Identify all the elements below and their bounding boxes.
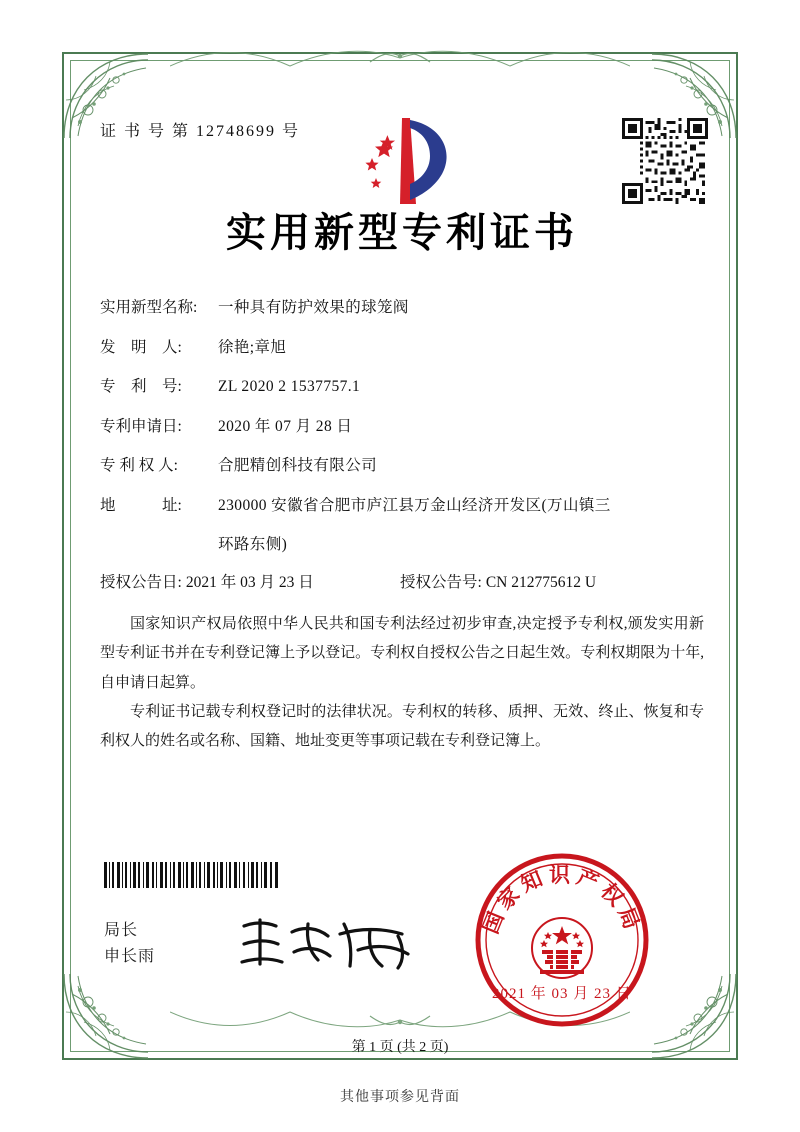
field-row-inventor (100, 340, 704, 356)
field-value: 合肥精创科技有限公司 (218, 457, 378, 474)
address-line-2: 环路东侧) (218, 536, 288, 553)
footnote: 其他事项参见背面 (340, 1090, 460, 1105)
field-value: 徐艳;章旭 (218, 338, 287, 356)
svg-text:国家知识产权局: 国家知识产权局 (478, 863, 646, 938)
field-row-application-date (100, 419, 704, 435)
grant-number-label: 授权公告号: (400, 573, 482, 591)
field-label: 地 址: (100, 496, 182, 514)
barcode (104, 862, 280, 888)
field-row-patentee (100, 458, 704, 474)
page-title: 实用新型专利证书 (226, 210, 578, 256)
field-row-grant-announcement (100, 575, 704, 591)
field-label: 实用新型名称: (100, 299, 198, 316)
field-value: 230000 安徽省合肥市庐江县万金山经济开发区(万山镇三 (218, 496, 611, 514)
field-row-utility-model-name (100, 300, 704, 316)
field-label: 专 利 权 人: (100, 457, 178, 474)
handwritten-signature (232, 906, 432, 986)
legal-paragraph-1: 国家知识产权局依照中华人民共和国专利法经过初步审查,决定授予专利权,颁发实用新型专利证书并在专利登记簿上予以登记。专利权自授权公告之日起生效。专利权期限为十年,自申请日起算。 (100, 616, 704, 691)
grant-date-label: 授权公告日: (100, 573, 182, 591)
official-seal (472, 850, 652, 1030)
grant-number-group (400, 575, 704, 591)
certificate-content (100, 100, 704, 756)
legal-paragraph-2: 专利证书记载专利权登记时的法律状况。专利权的转移、质押、无效、终止、恢复和专利权人的姓名或名称、国籍、地址变更等事项记载在专利登记簿上。 (100, 703, 704, 749)
certificate-number: 证 书 号 第 12748699 号 (100, 123, 301, 140)
field-label: 专利申请日: (100, 417, 182, 435)
field-row-address (100, 498, 704, 514)
field-value: ZL 2020 2 1537757.1 (218, 378, 361, 395)
grant-date-group (100, 575, 400, 591)
commissioner-title-label: 局长 (104, 922, 139, 939)
field-value: 一种具有防护效果的球笼阀 (218, 299, 409, 316)
grant-date-value: 2021 年 03 月 23 日 (185, 573, 314, 591)
commissioner-name: 申长雨 (104, 948, 156, 966)
grant-number-value: CN 212775612 U (485, 573, 597, 591)
field-label: 发 明 人: (100, 338, 182, 356)
seal-date: 2021 年 03 月 23 日 (492, 986, 632, 1002)
field-list (100, 300, 704, 590)
field-label: 专 利 号: (100, 378, 182, 395)
field-row-patent-number (100, 379, 704, 395)
page-indicator: 第 1 页 (共 2 页) (351, 1040, 449, 1055)
legal-text (100, 610, 704, 756)
top-edge-ornament (170, 44, 630, 72)
field-value: 2020 年 07 月 28 日 (218, 417, 353, 435)
signature-block (104, 918, 155, 971)
